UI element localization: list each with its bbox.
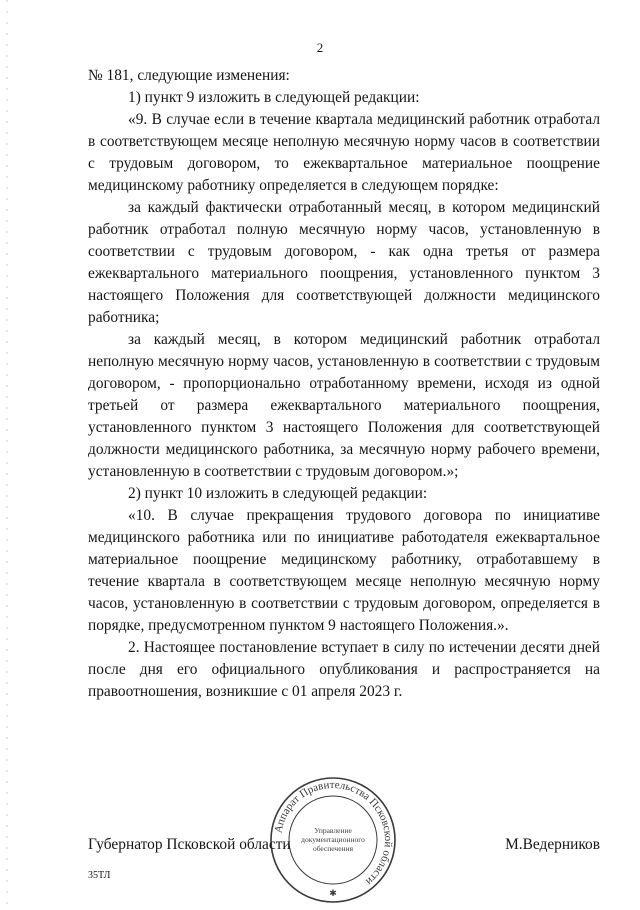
seal-star-icon: ✱	[329, 889, 337, 899]
signatory-name: М.Ведерников	[505, 836, 600, 853]
signatory-title: Губернатор Псковской области	[88, 836, 291, 853]
paragraph-item-2: 2) пункт 10 изложить в следующей редакции:	[128, 485, 428, 502]
seal-outer-text: Аппарат Правительства Псковской области	[272, 778, 395, 888]
paragraph-item-1: 1) пункт 9 изложить в следующей редакции:	[128, 89, 420, 106]
reference-code: 35ТЛ	[88, 870, 111, 881]
scan-edge-marks	[6, 0, 8, 905]
seal-inner-text-1: Управление	[314, 826, 352, 835]
seal-inner-text-2: документационного	[301, 835, 365, 844]
paragraph-partial-month: за каждый месяц, в котором медицинский работник отработал неполную месячную норму часов, установленную в соответствии с трудовым договором, - пропорционально отработанному времени, исходя из одной третьей от размера ежеквартального материального поощрения, установленного пунктом 3 настоящего Положения для соответствующей должности медицинского работника, за месячную норму рабочего времени, установленную в соответствии с трудовым договором.»;	[88, 331, 600, 480]
paragraph-full-month: за каждый фактически отработанный месяц, в котором медицинский работник отработал полную месячную норму часов, установленную в соответствии с трудовым договором, - как одна третья от размера ежеквартального материального поощрения, установленного пунктом 3 настоящего Положения для соответствующей должности медицинского работника;	[88, 199, 600, 326]
paragraph-intro: № 181, следующие изменения:	[88, 67, 290, 84]
paragraph-point-9: «9. В случае если в течение квартала медицинский работник отработал в соответствующем месяце неполную месячную норму часов в соответствии с трудовым договором, то ежеквартальное материальное поощрение медицинскому работнику определяется в следующем порядке:	[88, 111, 600, 194]
seal-inner-text-3: обеспечения	[312, 844, 354, 853]
paragraph-point-10: «10. В случае прекращения трудового договора по инициативе медицинского работника или по инициативе работодателя ежеквартальное материальное поощрение медицинскому работнику, отработавшему в течение квартала в соответствующем месяце неполную месячную норму часов, установленную в соответствии с трудовым договором, определяется в порядке, предусмотренном пунктом 9 настоящего Положения.».	[88, 507, 600, 634]
page-number: 2	[316, 40, 324, 55]
scan-edge-dots	[6, 0, 8, 905]
document-body	[88, 65, 600, 703]
paragraph-effective-date: 2. Настоящее постановление вступает в силу по истечении десяти дней после дня его официального опубликования и распространяется на правоотношения, возникшие с 01 апреля 2023 г.	[88, 639, 600, 700]
